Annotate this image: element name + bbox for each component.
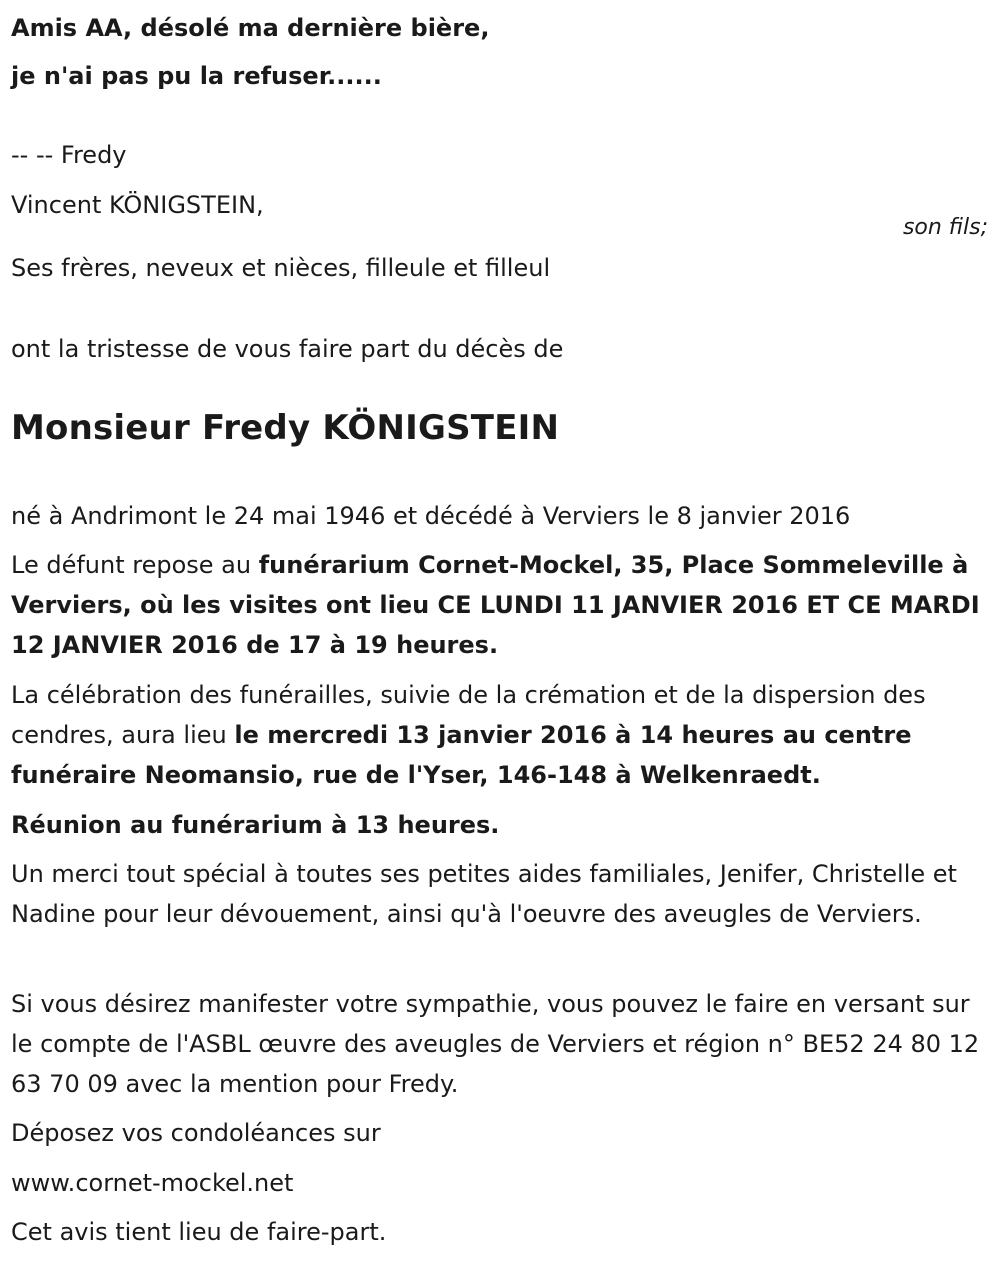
epitaph-line-1: Amis AA, désolé ma dernière bière, (11, 14, 490, 42)
deceased-name: Monsieur Fredy KÖNIGSTEIN (11, 408, 560, 448)
visitation-details: funérarium Cornet-Mockel, 35, Place Sommeleville à Verviers, où les visites ont lieu CE LUNDI 11 JANVIER 2016 ET CE MARDI 12 JANVIER 2016 de 17 à 19 heures. (11, 551, 980, 659)
meeting (11, 805, 991, 845)
closing-note: Cet avis tient lieu de faire-part. (11, 1218, 387, 1246)
donation-paragraph: Si vous désirez manifester votre sympathie, vous pouvez le faire en versant sur le compte de l'ASBL œuvre des aveugles de Verviers et région n° BE52 24 80 12 63 70 09 avec la mention pour Fredy. (11, 990, 980, 1098)
condolences-label: Déposez vos condoléances sur (11, 1119, 381, 1147)
ceremony-paragraph (11, 675, 991, 795)
ceremony-details: le mercredi 13 janvier 2016 à 14 heures au centre funéraire Neomansio, rue de l'Yser, 146-148 à Welkenraedt. (11, 721, 912, 789)
son-role: son fils; (902, 215, 988, 240)
meeting-text: Réunion au funérarium à 13 heures. (11, 811, 500, 839)
son-name: Vincent KÖNIGSTEIN, (11, 191, 264, 219)
epitaph-line-2: je n'ai pas pu la refuser...... (11, 62, 382, 90)
birth-death: né à Andrimont le 24 mai 1946 et décédé à Verviers le 8 janvier 2016 (11, 502, 851, 530)
visitation-prefix: Le défunt repose au (11, 551, 259, 579)
ceremony-prefix: La célébration des funérailles, suivie de la crémation et de la dispersion des cendres, aura lieu (11, 681, 926, 749)
condolences-url[interactable]: www.cornet-mockel.net (11, 1169, 294, 1197)
relatives: Ses frères, neveux et nièces, filleule et filleul (11, 254, 551, 282)
thanks-paragraph: Un merci tout spécial à toutes ses petites aides familiales, Jenifer, Christelle et Nadine pour leur dévouement, ainsi qu'à l'oeuvre des aveugles de Verviers. (11, 860, 957, 928)
signature: -- -- Fredy (11, 141, 127, 169)
visitation-paragraph (11, 545, 991, 665)
announcement-intro: ont la tristesse de vous faire part du décès de (11, 335, 564, 363)
